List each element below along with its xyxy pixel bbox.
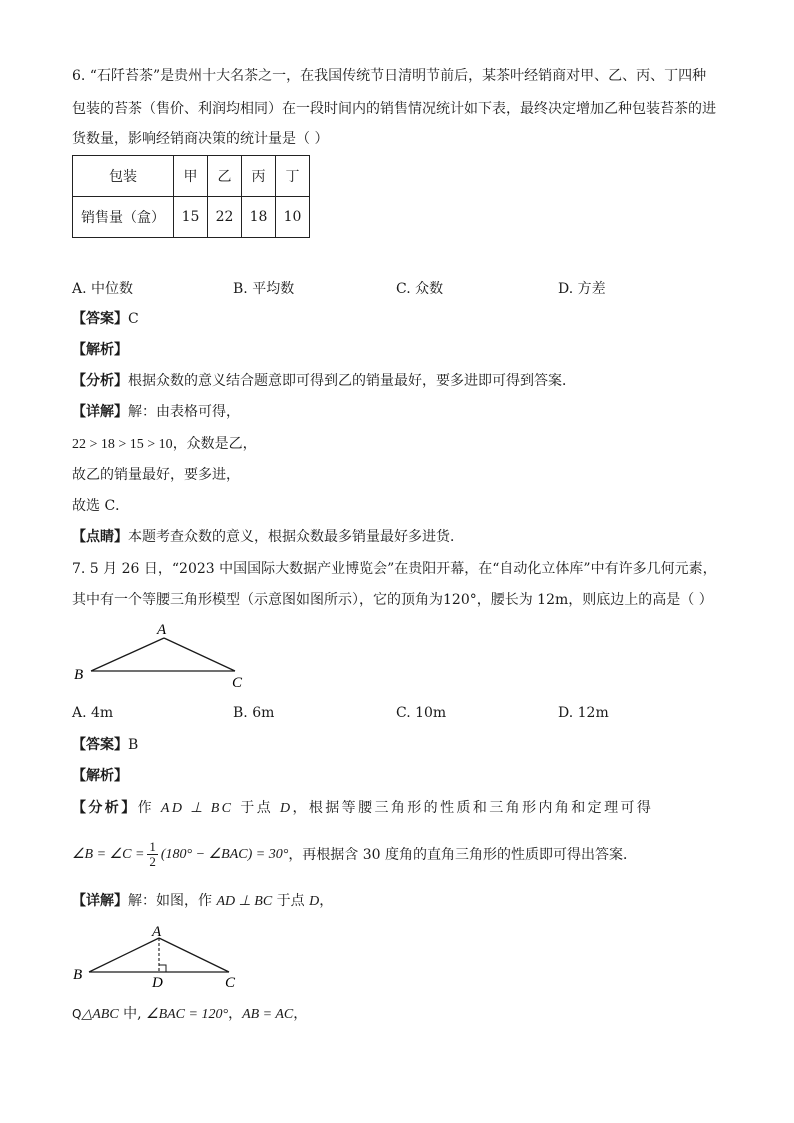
analysis-tag: 【解析】 [72, 342, 128, 358]
q7-option-b: B. 6m [233, 705, 275, 721]
table-cell: 丁 [276, 156, 310, 197]
q6-choose-line: 故选 C． [72, 498, 130, 514]
vertex-label-b: B [74, 667, 84, 683]
inequality-math: 22 > 18 > 15 > 10 [72, 437, 173, 452]
detail-tag: 【详解】 [72, 893, 128, 909]
detail-text: 解：由表格可得， [128, 404, 240, 420]
last-text: ， [228, 1006, 243, 1022]
q6-option-b: B. 平均数 [233, 281, 295, 297]
q6-detail-line [72, 402, 240, 422]
perpendicular-math: AD ⊥ BC [160, 801, 234, 816]
perpendicular-math: AD ⊥ BC [216, 894, 273, 909]
answer-value: B [128, 737, 139, 753]
equal-sides-math: AB = AC [242, 1007, 294, 1022]
table-cell: 甲 [174, 156, 208, 197]
q7-answer-line [72, 735, 138, 755]
q6-inequality-line [72, 434, 257, 455]
detail-tag: 【详解】 [72, 404, 128, 420]
table-cell: 15 [174, 197, 208, 238]
q7-option-d: D. 12m [558, 705, 609, 721]
q7-fenxi-line2 [72, 840, 637, 869]
analysis-tag: 【解析】 [72, 768, 128, 784]
vertex-label-c: C [232, 675, 243, 691]
q6-review-line [72, 527, 464, 547]
fenxi-text: 于点 [233, 800, 280, 816]
last-text: ， [293, 1006, 308, 1022]
q7-option-a: A. 4m [72, 705, 114, 721]
q6-option-c: C. 众数 [396, 281, 444, 297]
q7-last-line [72, 1004, 307, 1025]
table-cell: 乙 [208, 156, 242, 197]
q7-analysis-heading [72, 766, 128, 786]
table-cell: 包装 [73, 156, 174, 197]
table-row [73, 156, 310, 197]
angle-math: ∠BAC = 120° [146, 1007, 229, 1022]
angle-equation-rhs: (180° − ∠BAC) = 30° [160, 846, 289, 862]
table-row [73, 197, 310, 238]
table-cell: 丙 [242, 156, 276, 197]
vertex-label-a: A [157, 622, 167, 638]
detail-text: 解：如图，作 [128, 893, 217, 909]
q6-stem-line3: 货数量，影响经销商决策的统计量是（ ） [72, 131, 329, 147]
answer-value: C [128, 311, 139, 327]
foot-label-d: D [152, 975, 163, 991]
last-text: 中, [118, 1006, 147, 1022]
detail-text: 于点 [272, 893, 310, 909]
table-cell: 22 [208, 197, 242, 238]
point-d-math: D [309, 894, 320, 909]
q6-option-d: D. 方差 [558, 281, 606, 297]
table-cell: 10 [276, 197, 310, 238]
q7-stem-line1: 7. 5 月 26 日，“2023 中国国际大数据产业博览会”在贵阳开幕，在“自动化立体库”中有许多几何元素， [72, 561, 717, 577]
q6-stem-line1: 6. “石阡苔茶”是贵州十大名茶之一，在我国传统节日清明节前后，某茶叶经销商对甲、乙、丙、丁四种 [72, 68, 707, 84]
fenxi-text: 根据众数的意义结合题意即可得到乙的销量最好，要多进即可得到答案． [128, 373, 576, 389]
q7-option-c: C. 10m [396, 705, 447, 721]
q6-analysis-heading [72, 340, 128, 360]
vertex-label-b: B [73, 967, 83, 983]
review-text: 本题考查众数的意义，根据众数最多销量最好多进货． [128, 529, 464, 545]
q7-detail-line [72, 891, 333, 912]
review-tag: 【点睛】 [72, 529, 128, 545]
fraction-denominator: 2 [149, 854, 156, 869]
fenxi-tag: 【分析】 [72, 373, 128, 389]
q6-answer-line [72, 309, 139, 329]
q6-fenxi-line [72, 371, 576, 391]
inequality-tail: ，众数是乙， [172, 436, 257, 452]
fraction [147, 840, 158, 869]
triangle-figure-2 [70, 921, 250, 993]
q6-option-a: A. 中位数 [72, 281, 134, 297]
point-d-math: D [279, 801, 293, 816]
fenxi-tag: 【分析】 [72, 800, 138, 816]
detail-text: ， [319, 893, 334, 909]
fraction-numerator: 1 [149, 839, 156, 854]
q7-fenxi-line1 [72, 798, 722, 819]
angle-equation-lhs: ∠B = ∠C = [72, 846, 145, 862]
fenxi-text: 作 [137, 800, 161, 816]
because-symbol: Q [72, 1007, 82, 1021]
sales-table [72, 155, 310, 238]
vertex-label-c: C [225, 975, 236, 991]
vertex-label-a: A [152, 924, 162, 940]
answer-tag: 【答案】 [72, 311, 128, 327]
table-cell: 销售量（盒） [73, 197, 174, 238]
q7-stem-line2: 其中有一个等腰三角形模型（示意图如图所示），它的顶角为120°，腰长为 12m，则底边上的高是（ ） [72, 592, 713, 608]
fenxi-text: ，再根据含 30 度角的直角三角形的性质即可得出答案． [288, 846, 638, 863]
triangle-math: △ABC [81, 1007, 119, 1022]
triangle-figure-1 [70, 618, 260, 692]
q6-stem-line2: 包装的苔茶（售价、利润均相同）在一段时间内的销售情况统计如下表，最终决定增加乙种包装苔茶的进 [72, 101, 716, 117]
fenxi-text: ，根据等腰三角形的性质和三角形内角和定理可得 [292, 800, 654, 816]
q6-conclusion-line: 故乙的销量最好，要多进， [72, 467, 240, 483]
answer-tag: 【答案】 [72, 737, 128, 753]
table-cell: 18 [242, 197, 276, 238]
